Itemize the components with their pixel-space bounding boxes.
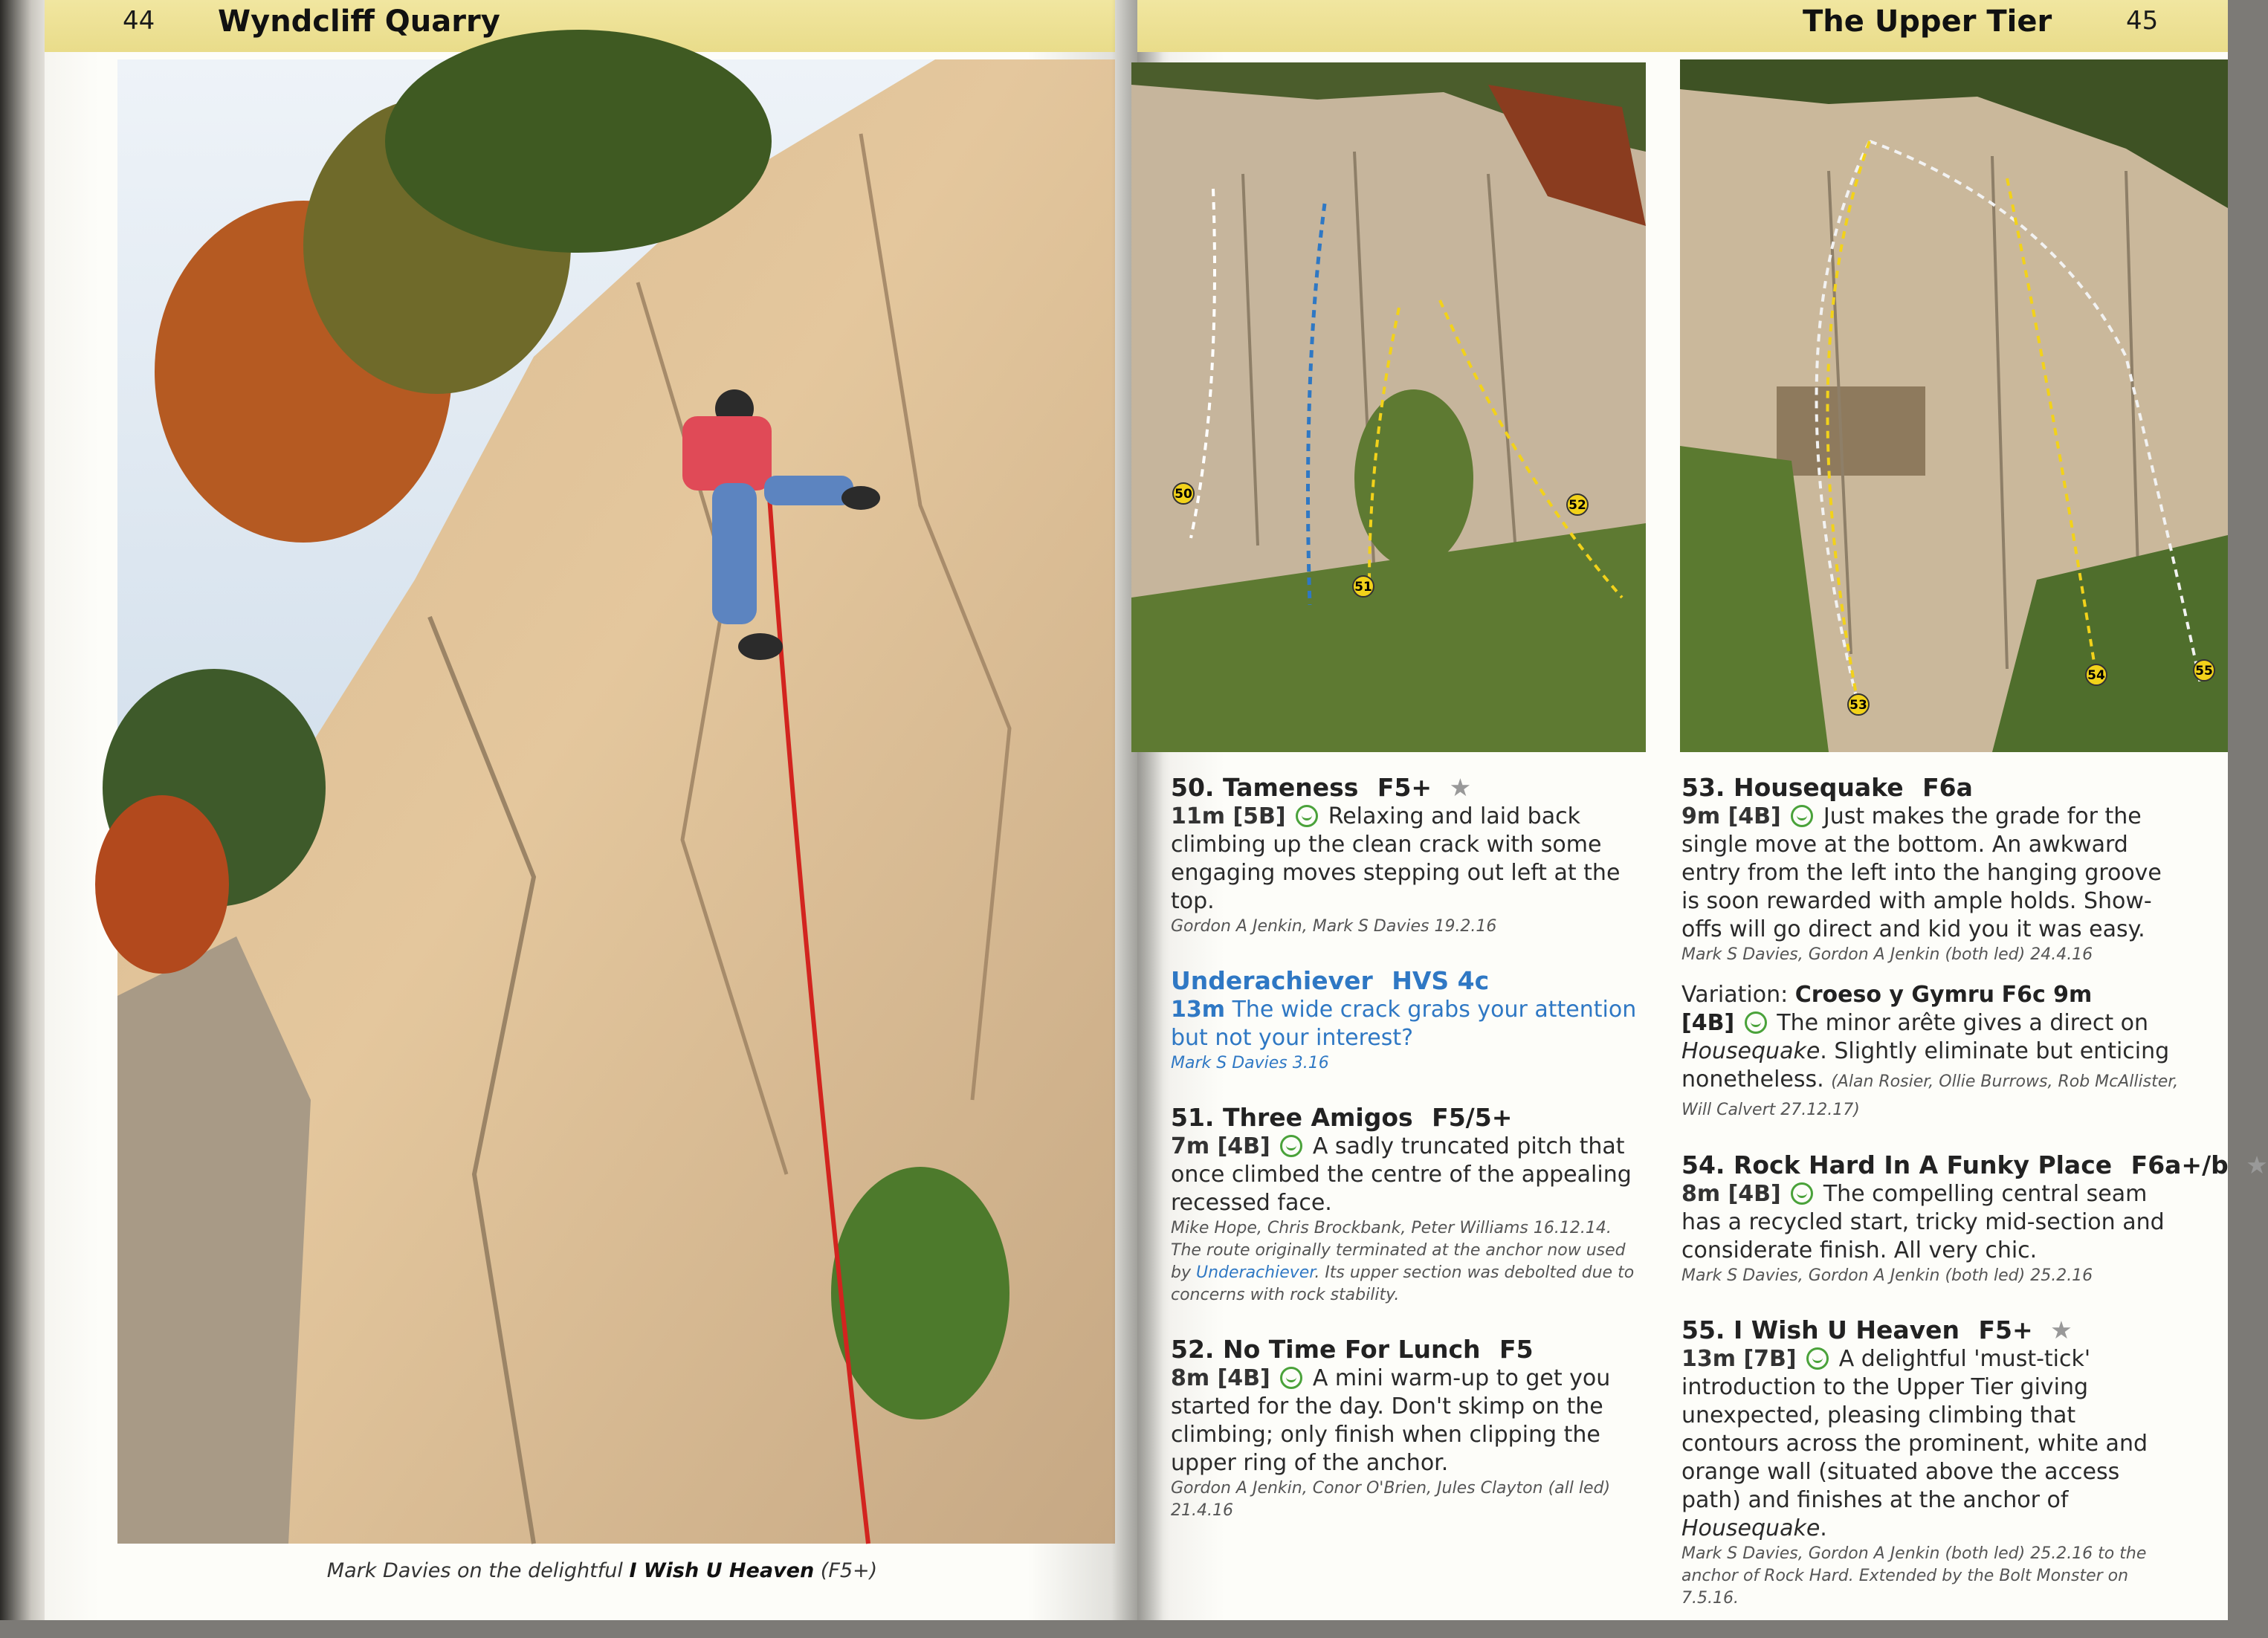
smiley-icon <box>1745 1011 1767 1034</box>
route-text: A delightful 'must-tick' introduction to the Upper Tier giving unexpected, pleasing climbing that contours across the prominent, white and orange wall (situated above the access path) and finishes at the anchor of <box>1681 1346 2148 1513</box>
route-title <box>1681 773 2180 803</box>
topo-photo-right <box>1680 59 2228 752</box>
route-description <box>1171 996 1647 1052</box>
route-crossref: Underachiever <box>1195 1263 1315 1282</box>
route-text: Relaxing and laid back climbing up the clean crack with some engaging moves stepping out left at the top. <box>1171 803 1621 914</box>
smiley-icon <box>1280 1135 1302 1157</box>
route-54 <box>1681 1150 2268 1287</box>
route-description <box>1681 1180 2180 1265</box>
route-53 <box>1681 773 2180 966</box>
route-grade: HVS 4c <box>1392 966 1490 995</box>
route-title <box>1171 1335 1647 1365</box>
route-name: No Time For Lunch <box>1222 1335 1481 1364</box>
route-50 <box>1171 773 1647 938</box>
route-grade: F5 <box>1499 1335 1534 1364</box>
route-description <box>1681 1345 2180 1543</box>
route-number: 52. <box>1171 1335 1215 1364</box>
first-ascent: Gordon A Jenkin, Conor O'Brien, Jules Clayton (all led) 21.4.16 <box>1171 1479 1611 1520</box>
route-52 <box>1171 1335 1647 1522</box>
topo-photo-left <box>1131 62 1646 752</box>
first-ascent: Mark S Davies, Gordon A Jenkin (both led) 25.2.16 <box>1681 1266 2093 1285</box>
route-number: 51. <box>1171 1103 1215 1132</box>
route-column-left <box>1171 773 1647 1550</box>
smiley-icon <box>1806 1347 1829 1370</box>
photo-caption <box>119 1559 1085 1582</box>
route-length: 13m [7B] <box>1681 1346 1797 1372</box>
route-description <box>1171 803 1647 916</box>
first-ascent <box>1171 1217 1647 1307</box>
route-title <box>1171 1103 1647 1133</box>
route-title <box>1681 1315 2180 1345</box>
caption-prefix: Mark Davies on the delightful <box>326 1559 623 1582</box>
route-length: 7m [4B] <box>1171 1133 1270 1159</box>
variation-name: Croeso y Gymru <box>1794 982 1995 1008</box>
first-ascent: Mark S Davies, Gordon A Jenkin (both led) 24.4.16 <box>1681 945 2093 964</box>
variation-grade: F6c 9m <box>2001 982 2093 1008</box>
variation-description <box>1681 981 2180 1122</box>
route-text: The wide crack grabs your attention but not your interest? <box>1171 997 1637 1051</box>
route-length: 9m [4B] <box>1681 803 1781 829</box>
first-ascent: Mark S Davies, Gordon A Jenkin (both led) 25.2.16 to the anchor of Rock Hard. Extended by the Bolt Monster on 7.5.16. <box>1681 1544 2147 1608</box>
route-title <box>1681 1150 2268 1180</box>
smiley-icon <box>1280 1367 1302 1389</box>
route-text: Just makes the grade for the single move at the bottom. An awkward entry from the left into the hanging groove is soon rewarded with ample holds. Show-offs will go direct and kid you it was easy. <box>1681 803 2162 942</box>
star-icon: ★ <box>2050 1315 2072 1344</box>
route-crossref: Housequake <box>1681 1515 1820 1541</box>
route-grade: F5+ <box>1978 1315 2033 1344</box>
route-length: 11m [5B] <box>1171 803 1286 829</box>
route-grade: F5/5+ <box>1432 1103 1513 1132</box>
route-51 <box>1171 1103 1647 1307</box>
route-description <box>1171 1365 1647 1477</box>
first-ascent-names: Mike Hope, Chris Brockbank, Peter Williams 16.12.14. <box>1171 1219 1612 1237</box>
variation-route-ref: Housequake <box>1681 1038 1820 1064</box>
right-header-band <box>1137 0 2228 52</box>
route-underachiever <box>1171 966 1647 1075</box>
topo-marker-51: 51 <box>1354 580 1372 595</box>
right-page-title: The Upper Tier <box>1803 4 2052 39</box>
route-length: 8m [4B] <box>1171 1365 1270 1391</box>
topo-marker-50: 50 <box>1175 487 1192 502</box>
variation-text: The minor arête gives a direct on <box>1777 1010 2149 1036</box>
topo-marker-55: 55 <box>2195 664 2213 679</box>
star-icon: ★ <box>1449 773 1472 802</box>
route-length: 8m [4B] <box>1681 1181 1781 1207</box>
variation-text-end: . Slightly eliminate but enticing nonetheless. <box>1681 1038 2170 1092</box>
route-description <box>1681 803 2180 944</box>
variation-first-ascent: (Alan Rosier, Ollie Burrows, Rob McAllister, Will Calvert 27.12.17) <box>1681 1072 2179 1119</box>
route-column-right <box>1681 773 2268 1638</box>
topo-marker-54: 54 <box>2087 668 2105 683</box>
route-number: 50. <box>1171 773 1215 802</box>
variation-label: Variation: <box>1681 982 1789 1008</box>
route-name: I Wish U Heaven <box>1733 1315 1960 1344</box>
route-grade: F6a+/b <box>2130 1150 2229 1179</box>
route-number: 53. <box>1681 773 1725 802</box>
smiley-icon <box>1791 1182 1813 1205</box>
route-description <box>1171 1133 1647 1217</box>
first-ascent-note: The route originally terminated at the anchor now used by <box>1171 1241 1626 1282</box>
route-grade: F5+ <box>1377 773 1432 802</box>
route-title <box>1171 773 1647 803</box>
topo-marker-53: 53 <box>1849 698 1867 713</box>
variation-croeso <box>1681 981 2180 1122</box>
route-name: Tameness <box>1222 773 1359 802</box>
left-page-title: Wyndcliff Quarry <box>218 4 500 39</box>
route-number: 54. <box>1681 1150 1725 1179</box>
first-ascent-note-end: . Its upper section was debolted due to concerns with rock stability. <box>1171 1263 1635 1304</box>
topo-marker-52: 52 <box>1568 498 1586 513</box>
star-icon: ★ <box>2246 1150 2268 1179</box>
route-text: A mini warm-up to get you started for the day. Don't skimp on the climbing; only finish when clipping the upper ring of the anchor. <box>1171 1365 1611 1476</box>
route-text-end: . <box>1820 1515 1827 1541</box>
left-page-number: 44 <box>123 6 155 36</box>
caption-grade: (F5+) <box>820 1559 878 1582</box>
caption-route: I Wish U Heaven <box>629 1559 815 1582</box>
route-text: The compelling central seam has a recycled start, tricky mid-section and considerate finish. All very chic. <box>1681 1181 2165 1263</box>
route-name: Three Amigos <box>1222 1103 1413 1132</box>
route-text: A sadly truncated pitch that once climbed the centre of the appealing recessed face. <box>1171 1133 1632 1216</box>
route-title <box>1171 966 1647 996</box>
first-ascent: Mark S Davies 3.16 <box>1171 1054 1329 1072</box>
smiley-icon <box>1296 805 1318 827</box>
route-name: Housequake <box>1733 773 1904 802</box>
route-number: 55. <box>1681 1315 1725 1344</box>
smiley-icon <box>1791 805 1813 827</box>
route-name: Underachiever <box>1171 966 1373 995</box>
route-name: Rock Hard In A Funky Place <box>1733 1150 2113 1179</box>
route-grade: F6a <box>1922 773 1973 802</box>
variation-length: [4B] <box>1681 1010 1735 1036</box>
route-length: 13m <box>1171 997 1226 1023</box>
route-55 <box>1681 1315 2180 1610</box>
first-ascent: Gordon A Jenkin, Mark S Davies 19.2.16 <box>1171 917 1497 936</box>
right-page-number: 45 <box>2126 6 2159 36</box>
climber-photo <box>117 59 1115 1544</box>
